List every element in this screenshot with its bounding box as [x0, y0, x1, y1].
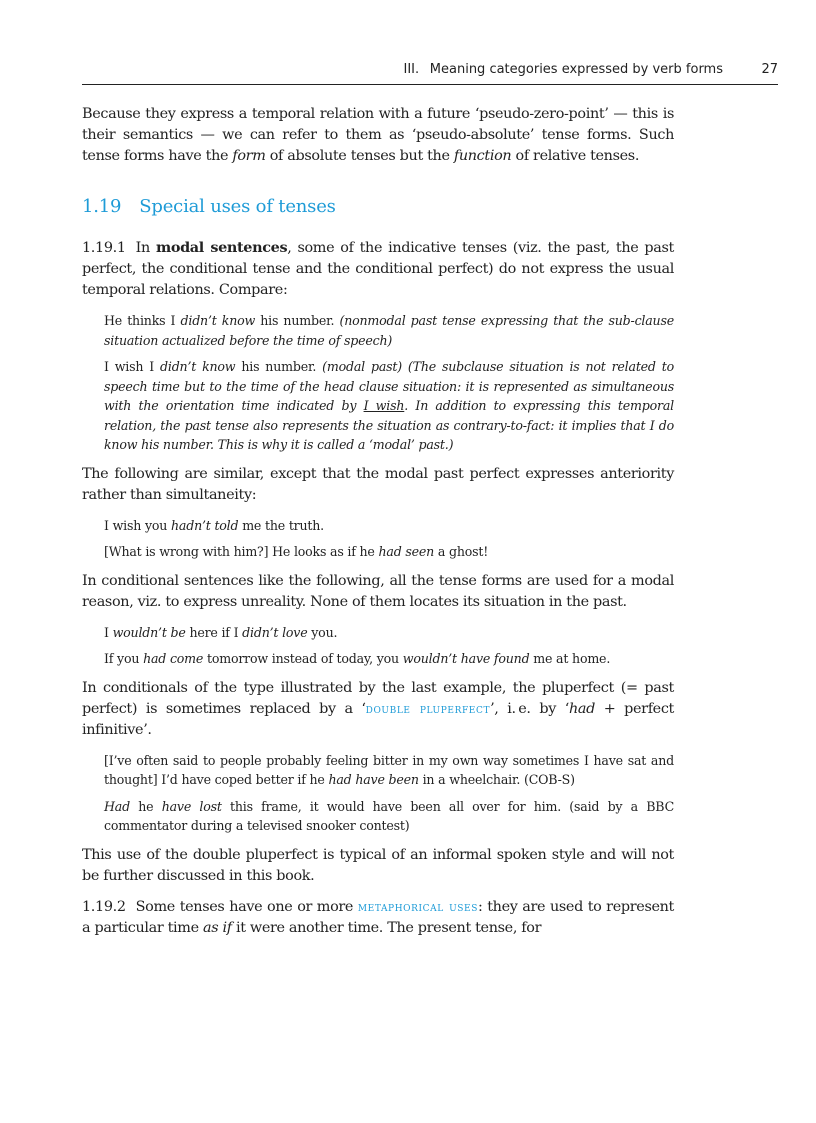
- example-5: [104, 623, 674, 643]
- paragraph-number: 1.19.2: [82, 898, 126, 915]
- example-1: [104, 311, 674, 350]
- text: He thinks I: [104, 313, 181, 328]
- text: Some tenses have one or more: [135, 898, 358, 915]
- paragraph-5: This use of the double pluperfect is typical of an informal spoken style and will not be further discussed in this book.: [82, 846, 674, 884]
- text: ’, i. e. by ‘: [490, 700, 569, 717]
- gloss: (modal past) (The subclause situation is not related to speech time but to the time of the head clause situation: it is represented as simultaneous with the orientation time indicated by: [104, 359, 674, 413]
- emphasis: form: [232, 148, 266, 164]
- text: [I’ve often said to people probably feeling bitter in my own way sometimes I have sat and thought] I’d have coped better if he: [104, 752, 674, 787]
- emphasis: Had: [104, 798, 130, 814]
- text: a ghost!: [434, 544, 489, 559]
- paragraph-3: In conditional sentences like the following, all the tense forms are used for a modal reason, viz. to express unreality. None of them locates its situation in the past.: [82, 572, 674, 610]
- section-number: 1.19: [82, 196, 122, 217]
- text: tomorrow instead of today, you: [203, 651, 403, 666]
- term-metaphorical-uses: metaphorical uses: [357, 899, 478, 915]
- emphasis: hadn’t told: [170, 517, 239, 533]
- example-2: [104, 357, 674, 455]
- text: in a wheelchair. (COB-S): [418, 772, 575, 787]
- paragraph-1-19-2: [82, 897, 674, 939]
- gloss: . In addition to expressing this temporal relation, the past tense also represents the situation as contrary-to-fact: it implies that I do know his number. This is why it is called a ‘modal’ past.): [104, 398, 674, 452]
- emphasis: had come: [143, 651, 204, 666]
- paragraph-1-19-1: [82, 237, 674, 301]
- example-8: [104, 797, 674, 836]
- text: In: [135, 240, 156, 256]
- text: you.: [307, 624, 338, 640]
- text: his number.: [235, 359, 323, 374]
- example-6: [104, 649, 674, 669]
- emphasis: wouldn’t be: [112, 624, 186, 640]
- emphasis: didn’t know: [160, 359, 236, 374]
- text: In conditionals of the type illustrated by the last example, the pluperfect (= past perfect) is sometimes replaced by a ‘: [82, 679, 674, 717]
- running-header: [82, 58, 778, 85]
- text: , some of the indicative tenses (viz. the past, the past perfect, the conditional tense and the conditional perfect) do not express the usual temporal relations. Compare:: [82, 240, 674, 298]
- paragraph-2: The following are similar, except that the modal past perfect expresses anteriority rather than simultaneity:: [82, 465, 674, 503]
- paragraph-4: [82, 678, 674, 741]
- text: I wish I: [104, 359, 160, 374]
- emphasis: didn’t love: [242, 624, 308, 640]
- text: this frame, it would have been all over for him. (said by a BBC commentator during a televised snooker contest): [104, 798, 675, 833]
- emphasis: had +: [568, 700, 616, 717]
- bold-term: modal sentences: [155, 239, 288, 256]
- emphasis: function: [453, 148, 512, 164]
- text: here if I: [185, 624, 243, 640]
- text: me at home.: [529, 651, 611, 666]
- term-double-pluperfect: double pluperfect: [365, 701, 491, 717]
- text: of absolute tenses but the: [265, 148, 454, 164]
- page-number: 27: [761, 62, 778, 77]
- example-7: [104, 751, 674, 790]
- body-text: [82, 104, 674, 949]
- emphasis: had seen: [378, 544, 435, 559]
- section-heading: [82, 194, 674, 220]
- text: I wish you: [104, 517, 171, 533]
- section-title: Special uses of tenses: [139, 196, 336, 217]
- gloss: (nonmodal past tense expressing that the sub-clause situation actualized before the time of speech): [104, 313, 674, 348]
- intro-paragraph: [82, 104, 674, 167]
- text: If you: [104, 651, 144, 666]
- emphasis: have lost: [161, 798, 222, 814]
- text: I: [104, 624, 113, 640]
- example-4: [104, 542, 674, 562]
- emphasis: wouldn’t have found: [402, 651, 530, 666]
- text: he: [129, 798, 162, 814]
- text: me the truth.: [238, 517, 324, 533]
- emphasis: as if: [203, 919, 232, 936]
- text: it were another time. The present tense, for: [231, 919, 542, 936]
- underlined-gloss: I wish: [363, 398, 405, 413]
- running-title: III. Meaning categories expressed by verb forms: [403, 62, 723, 77]
- text: of relative tenses.: [511, 148, 640, 164]
- text: his number.: [255, 313, 340, 328]
- example-3: [104, 516, 674, 536]
- text: [What is wrong with him?] He looks as if he: [104, 544, 379, 559]
- paragraph-number: 1.19.1: [82, 240, 126, 256]
- emphasis: didn’t know: [180, 313, 256, 328]
- text: : they are used to represent a particular time: [82, 898, 674, 936]
- emphasis: had have been: [328, 772, 419, 787]
- text: perfect infinitive’.: [82, 700, 674, 738]
- text: Because they express a temporal relation with a future ‘pseudo-zero-point’ — this is their semantics — we can refer to them as ‘pseudo-absolute’ tense forms. Such tense forms have the: [82, 106, 674, 164]
